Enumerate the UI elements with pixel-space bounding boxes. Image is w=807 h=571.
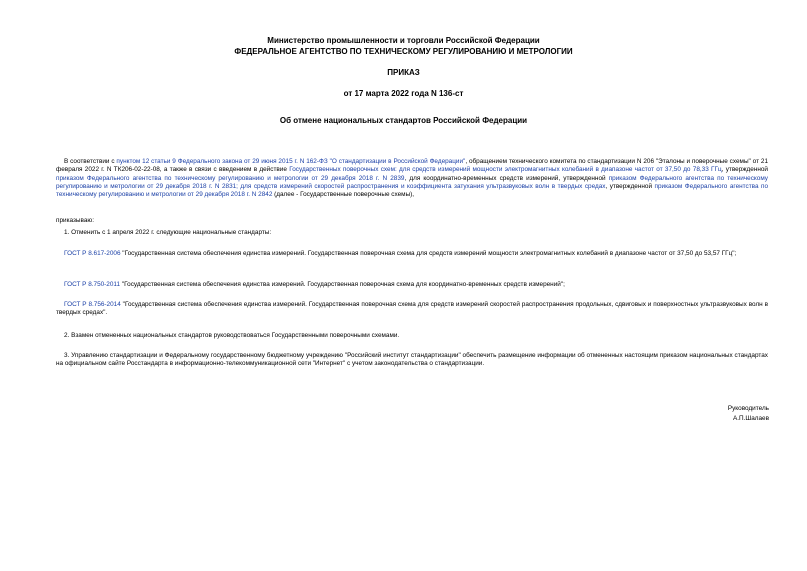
signature-name: А.П.Шалаев (732, 415, 769, 422)
preamble-text-2: , обращением технического комитета по стандартизации N 206 "Эталоны и поверочные схемы" от 21 февраля 2022 г. N ТК206-02-22-08, а также в связи с введением в действие (56, 158, 769, 174)
doc-subject: Об отмене национальных стандартов Российской Федерации (279, 116, 528, 125)
doc-date-number: от 17 марта 2022 года N 136-ст (343, 89, 464, 98)
doc-type-title: ПРИКАЗ (387, 68, 420, 77)
standard-description: "Государственная система обеспечения единства измерений. Государственная поверочная схема для координатно-временных средств измерений"; (120, 281, 565, 288)
standard-description: "Государственная система обеспечения единства измерений. Государственная поверочная схема для средств измерений скоростей распространения продольных, сдвиговых и поверхностных ультразвуковых волн в твердых средах". (56, 301, 768, 317)
standard-item (56, 301, 768, 318)
preamble-text-7: (далее - Государственные поверочные схемы), (272, 191, 415, 199)
ultrasonic-scheme-link[interactable]: ; для средств измерений скоростей распространения и коэффициента затухания ультразвуковых волн в твердых средах (236, 182, 606, 190)
item-2: 2. Взамен отмененных национальных стандартов руководствоваться Государственными поверочными схемами. (64, 332, 400, 339)
standard-description: "Государственная система обеспечения единства измерений. Государственная поверочная схема для средств измерений мощности электромагнитных колебаний в диапазоне частот от 37,50 до 53,57 ГГц"; (120, 250, 737, 257)
preamble-text-6: , утвержденной (605, 182, 655, 190)
item-3: 3. Управлению стандартизации и Федеральному государственному бюджетному учреждению "Российский институт стандартизации" обеспечить размещение информации об отмененных настоящим приказом национальных стандартах на официальном сайте Росстандарта в информационно-телекоммуникационной сети "Интернет" с учетом законодательства о стандартизации. (56, 352, 768, 368)
preamble-text-4: , для координатно-временных средств измерений, утвержденной (404, 174, 609, 182)
preamble-text-3: , утвержденной (721, 166, 768, 174)
order-word: приказываю: (56, 217, 94, 224)
standard-item (56, 250, 768, 258)
preamble-text-1: В соответствии с (64, 158, 117, 165)
standard-code-link[interactable]: ГОСТ Р 8.750-2011 (64, 281, 121, 288)
standard-code-link[interactable]: ГОСТ Р 8.617-2006 (64, 250, 121, 257)
order-2842-link[interactable]: приказом Федерального агентства по техническому регулированию и метрологии от 29 декабря 2018 г. N 2842 (56, 182, 768, 199)
verification-schemes-link[interactable]: Государственных поверочных схем: для средств измерений мощности электромагнитных колебаний в диапазоне частот от 37,50 до 78,33 ГГц (289, 166, 722, 174)
law-link[interactable]: пунктом 12 статьи 9 Федерального закона от 29 июня 2015 г. N 162-ФЗ "О стандартизации в Российской Федерации" (116, 158, 466, 165)
standard-code-link[interactable]: ГОСТ Р 8.756-2014 (64, 301, 121, 308)
item-1: 1. Отменить с 1 апреля 2022 г. следующие национальные стандарты: (64, 229, 272, 236)
order-2831-link[interactable]: приказом Федерального агентства по техническому регулированию и метрологии от 29 декабря 2018 г. N 2831 (56, 174, 768, 190)
preamble-paragraph (56, 158, 768, 200)
signature-title: Руководитель (727, 405, 769, 412)
agency-name: ФЕДЕРАЛЬНОЕ АГЕНТСТВО ПО ТЕХНИЧЕСКОМУ РЕГУЛИРОВАНИЮ И МЕТРОЛОГИИ (234, 47, 573, 56)
standard-item (56, 281, 768, 289)
ministry-name: Министерство промышленности и торговли Российской Федерации (267, 36, 540, 45)
order-2839-link[interactable]: приказом Федерального агентства по техническому регулированию и метрологии от 29 декабря 2018 г. N 2839 (56, 174, 405, 182)
